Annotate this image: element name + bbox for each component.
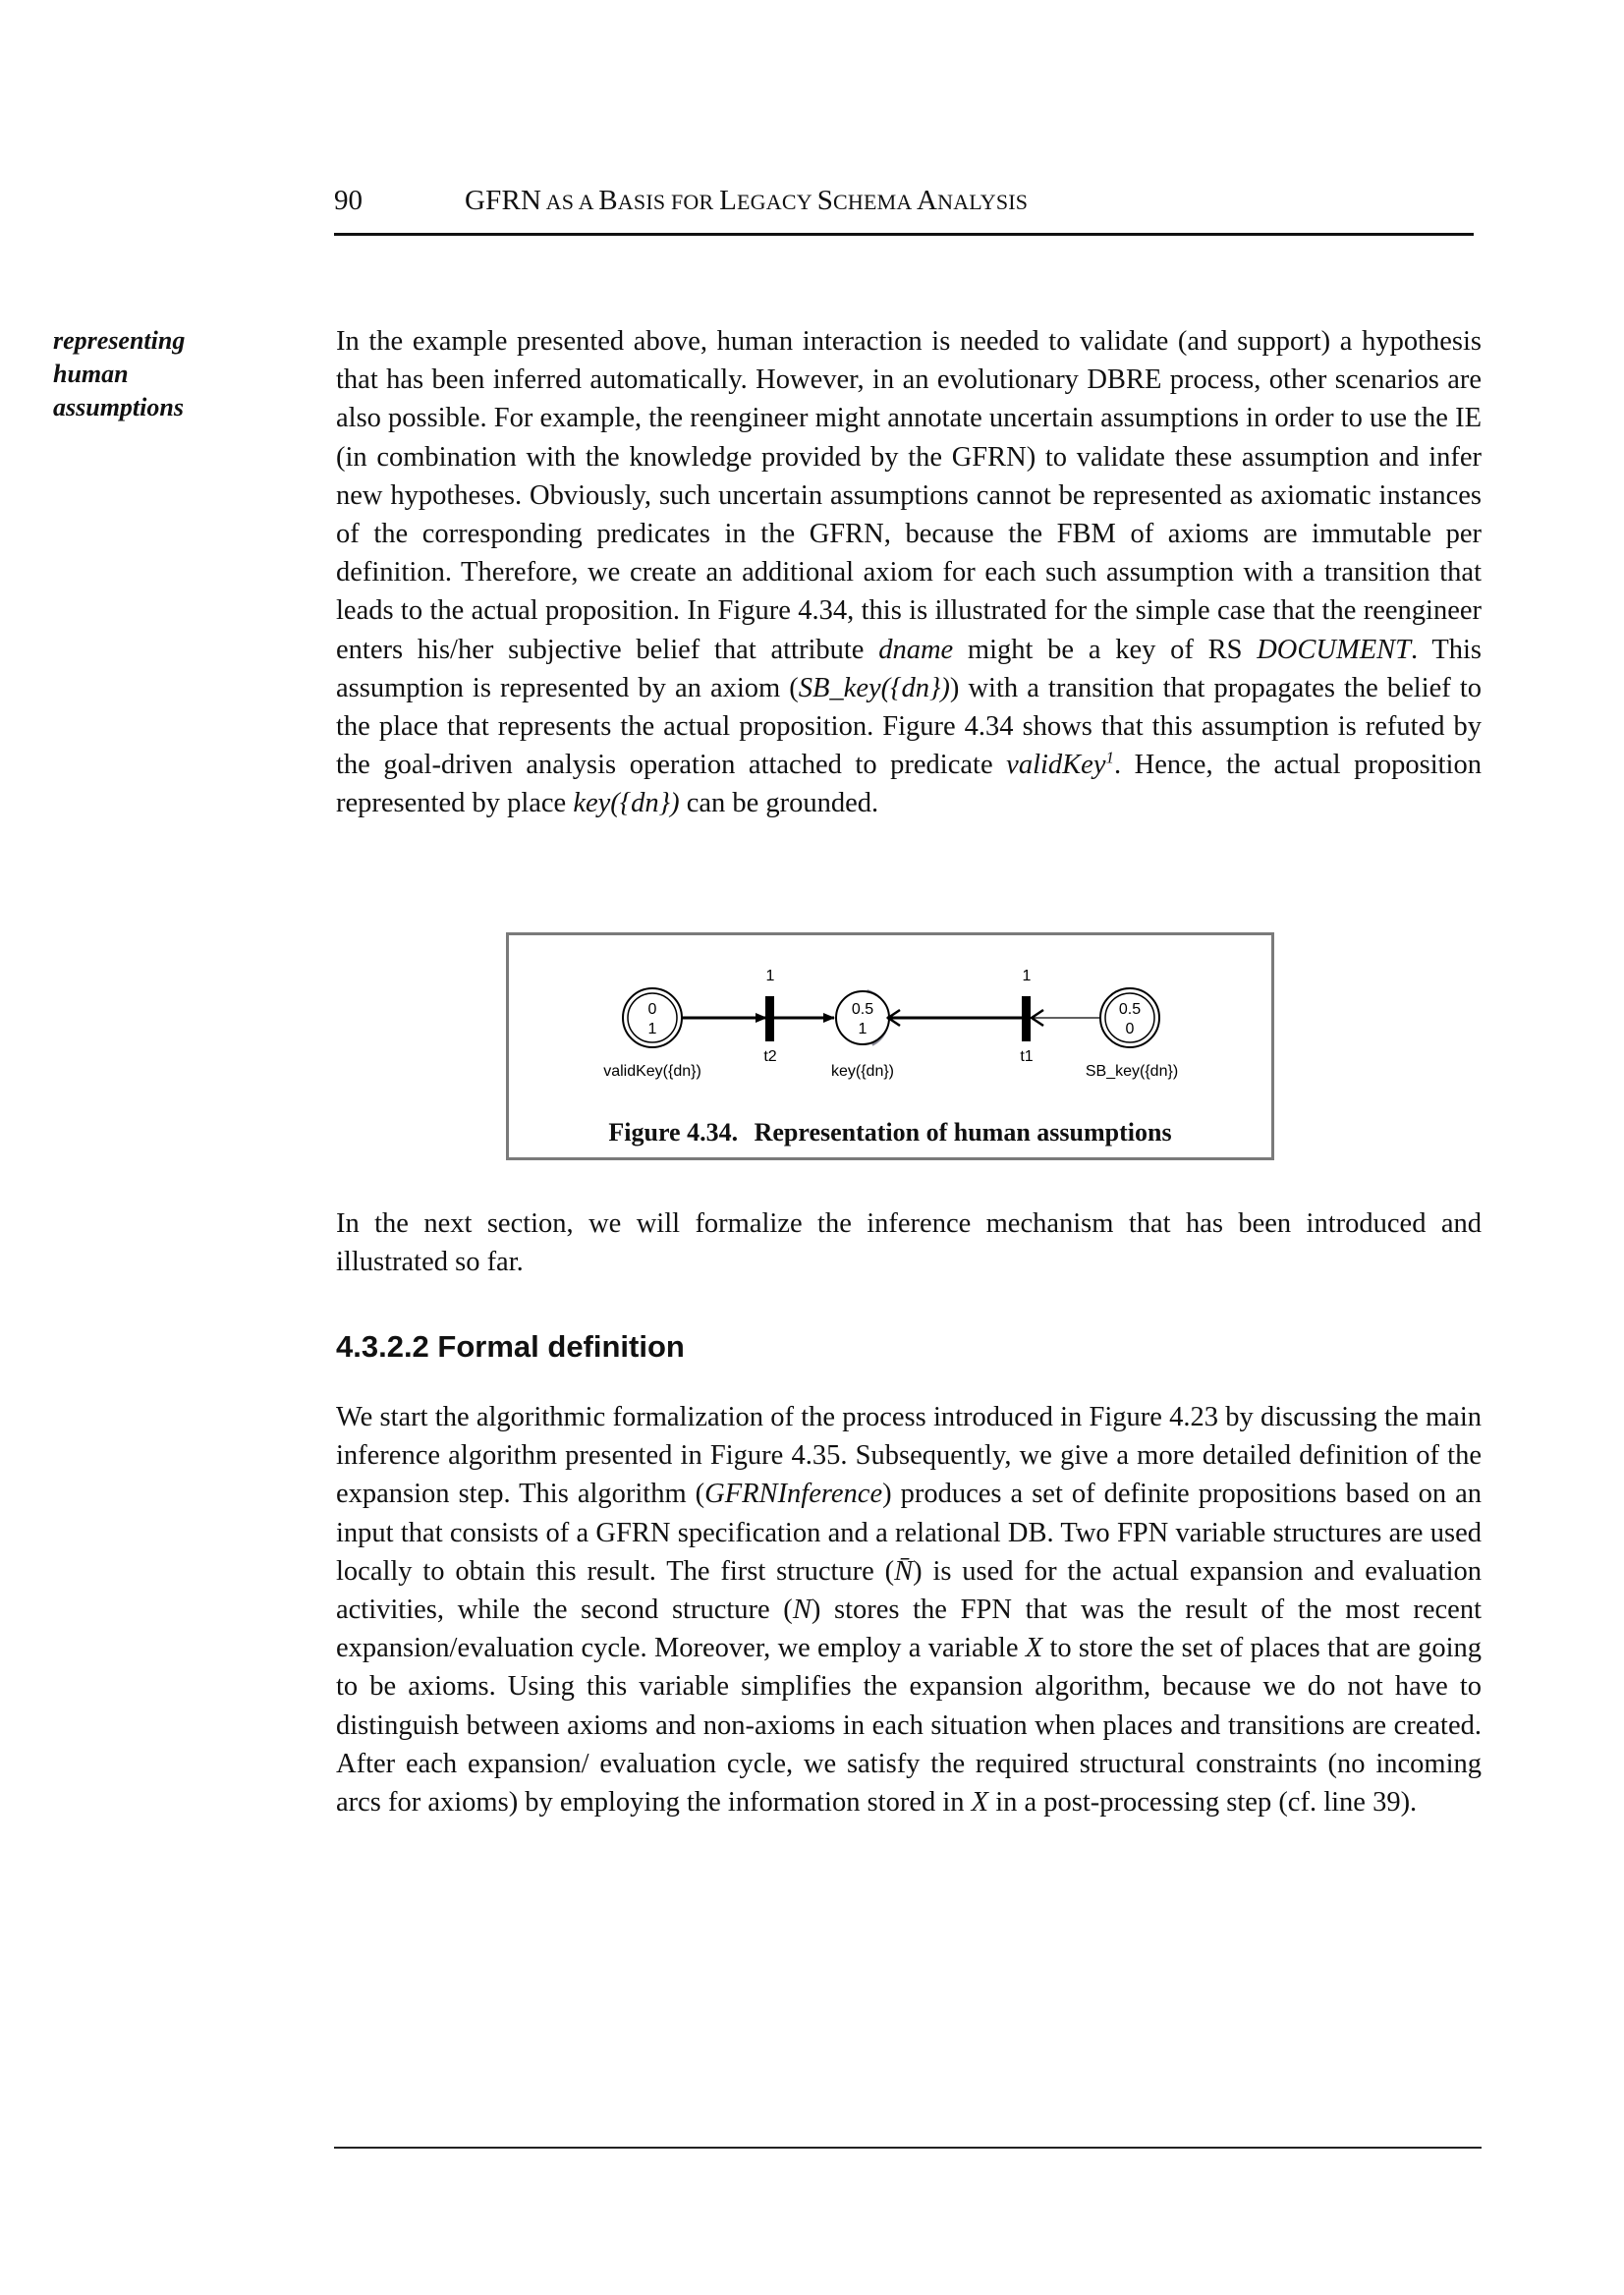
paragraph-text: In the next section, we will formalize the inference mechanism that has been introduced and illustrated so far.: [336, 1208, 1482, 1278]
transition-label: t2: [763, 1048, 777, 1065]
place-value-bottom: 1: [858, 1021, 868, 1037]
section-heading: 4.3.2.2 Formal definition: [336, 1329, 685, 1364]
body-paragraph: [336, 322, 1482, 823]
figure-4-34: [506, 932, 1274, 1160]
footer-rule: [334, 2147, 1482, 2149]
figure-label: Figure 4.34.: [608, 1118, 739, 1147]
margin-note-line: assumptions: [53, 393, 184, 421]
page-number: 90: [334, 185, 363, 216]
place-validkey: [603, 988, 701, 1080]
paragraph-text: We start the algorithmic formalization of the process introduced in Figure 4.23 by discussing the main inference algorithm presented in Figure 4.35. Subsequently, we give a more detailed definition of the expansion step. This algorithm (GFRNInference) produces a set of definite propositions based on an input that consists of a GFRN specification and a relational DB. Two FPN variable structures are used locally to obtain this result. The first structure (N̄) is used for the actual expansion and evaluation activities, while the second structure (N) stores the FPN that was the result of the most recent expansion/evaluation cycle. Moreover, we employ a variable X to store the set of places that are going to be axioms. Using this variable simplifies the expansion algorithm, because we do not have to distinguish between axioms and non-axioms in each situation when places and transitions are created. After each expansion/ evaluation cycle, we satisfy the required structural constraints (no incoming arcs for axioms) by employing the information stored in X in a post-processing step (cf. line 39).: [336, 1402, 1483, 1819]
petri-net-diagram: [509, 935, 1271, 1112]
figure-caption: [509, 1118, 1271, 1148]
place-label: validKey({dn}): [603, 1063, 701, 1080]
transition-weight: 1: [1022, 968, 1032, 984]
margin-note-line: human: [53, 360, 129, 388]
transition-t1: [1020, 968, 1033, 1065]
running-title: GFRN AS A BASIS FOR LEGACY SCHEMA ANALYSIS: [465, 185, 1029, 216]
running-header: [334, 185, 1474, 234]
place-value-bottom: 1: [647, 1021, 657, 1037]
header-rule: [334, 233, 1474, 236]
figure-caption-text: Representation of human assumptions: [754, 1118, 1172, 1147]
body-paragraph: [336, 1204, 1482, 1281]
paragraph-text: In the example presented above, human interaction is needed to validate (and support) a hypothesis that has been inferred automatically. However, in an evolutionary DBRE process, other scenarios are also possible. For example, the reengineer might annotate uncertain assumptions in order to use the IE (in combination with the knowledge provided by the GFRN) to validate these assumption and infer new hypotheses. Obviously, such uncertain assumptions cannot be represented as axiomatic instances of the corresponding predicates in the GFRN, because the FBM of axioms are immutable per definition. Therefore, we create an additional axiom for each such assumption with a transition that leads to the actual proposition. In Figure 4.34, this is illustrated for the simple case that the reengineer enters his/her subjective belief that attribute dname might be a key of RS DOCUMENT. This assumption is represented by an axiom (SB_key({dn})) with a transition that propagates the belief to the place that represents the actual proposition. Figure 4.34 shows that this assumption is refuted by the goal-driven analysis operation attached to predicate validKey$^1$. Hence, the actual proposition represented by place key({dn}) can be grounded.: [336, 326, 1483, 819]
place-value-top: 0.5: [1118, 1001, 1142, 1018]
place-sb-key: [1086, 988, 1178, 1080]
place-label: SB_key({dn}): [1085, 1063, 1179, 1080]
transition-label: t1: [1020, 1048, 1034, 1065]
place-value-top: 0: [647, 1001, 657, 1018]
body-paragraph: [336, 1398, 1482, 1821]
margin-note: [53, 324, 250, 424]
place-value-top: 0.5: [851, 1001, 874, 1018]
place-key: [831, 991, 894, 1080]
place-value-bottom: 0: [1125, 1021, 1135, 1037]
transition-weight: 1: [765, 968, 775, 984]
place-label: key({dn}): [830, 1063, 895, 1080]
margin-note-line: representing: [53, 326, 186, 355]
